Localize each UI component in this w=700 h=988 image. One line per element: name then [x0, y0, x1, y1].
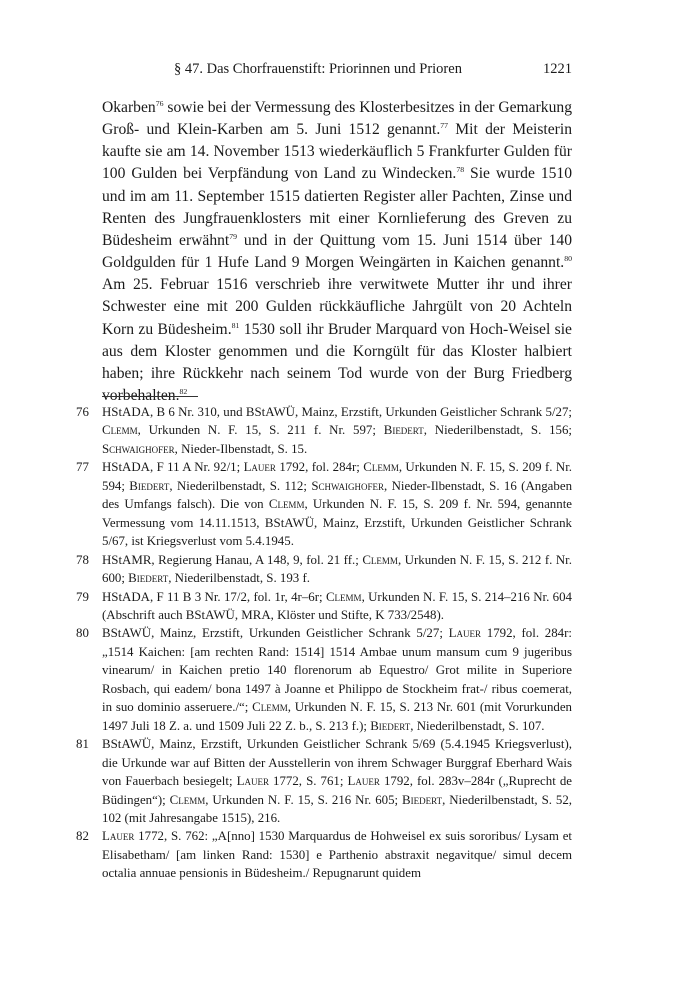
author-name: Clemm	[325, 589, 362, 604]
footnote-number: 81	[76, 737, 89, 752]
footnote-segment: , Urkunden N. F. 15, S. 213 Nr. 601 (mit Vorurkunden 1497 Juli 18 Z. a. und 1509 Juli 22 Z. b., S. 213 f.);	[102, 700, 573, 733]
author-name: Clemm	[363, 460, 399, 475]
footnote-separator	[102, 396, 198, 397]
footnote-text	[102, 458, 572, 550]
footnote-number: 82	[76, 829, 89, 844]
author-name: Schwaighofer	[311, 478, 385, 493]
footnote-ref: 77	[440, 120, 449, 130]
author-name: Clemm	[252, 700, 288, 715]
footnote-segment: , Urkunden N. F. 15, S. 212 f. Nr. 600;	[102, 552, 572, 586]
footnote-segment: 1792, fol. 283v–284r („Ruprecht de Büdingen“);	[102, 774, 572, 807]
footnote-segment: , Nieder-Ilbenstadt, S. 15.	[174, 441, 308, 456]
footnote-segment: 1772, S. 762: „A[nno] 1530 Marquardus de Hohweisel ex suis sororibus/ Lysam et Elisabetham/ [am linken Rand: 1530] e Parthenio abstraxit negavitque/ simul decem octalia annuae pensionis in Büdesheim./ Repugnarunt quidem	[102, 829, 572, 881]
body-segment: Sie wurde 1510 und im am 11. September 1515 datierten Register aller Pachten, Zinse und Renten des Jungfrauenklosters mit einer Kornlieferung des Greven zu Büdesheim erwähnt	[102, 165, 573, 249]
footnote-ref: 78	[456, 165, 465, 175]
footnote-segment: , Urkunden N. F. 15, S. 211 f. Nr. 597;	[137, 423, 384, 438]
footnotes	[76, 403, 572, 883]
footnote-segment: , Urkunden N. F. 15, S. 216 Nr. 605;	[205, 792, 403, 807]
author-name: Lauer	[102, 829, 135, 844]
footnote-text	[102, 403, 572, 458]
body-segment: und in der Quittung vom 15. Juni 1514 über 140 Goldgulden für 1 Hufe Land 9 Morgen Weingärten in Kaichen genannt.	[102, 231, 572, 272]
footnote-number: 76	[76, 405, 89, 419]
author-name: Clemm	[268, 497, 305, 512]
author-name: Biedert	[128, 571, 169, 586]
footnote-segment: , Niederilbenstadt, S. 52, 102 (mit Jahresangabe 1515), 216.	[102, 792, 572, 825]
footnote	[76, 735, 572, 827]
author-name: Lauer	[448, 626, 482, 641]
footnote-segment: HStADA, F 11 A Nr. 92/1;	[102, 460, 244, 475]
body-segment: 1530 soll ihr Bruder Marquard von Hoch-Weisel sie aus dem Kloster genommen und die Korngült für das Kloster halbiert haben; ihre Rückkehr nach seinem Tod wurde von der Burg Friedberg vorbehalten.	[102, 320, 572, 405]
footnote-segment: BStAWÜ, Mainz, Erzstift, Urkunden Geistlicher Schrank 5/27;	[102, 626, 449, 641]
footnote-segment: HStAMR, Regierung Hanau, A 148, 9, fol. 21 ff.;	[102, 552, 363, 567]
footnote-number: 79	[76, 589, 89, 604]
author-name: Clemm	[362, 552, 398, 567]
footnote	[76, 624, 572, 735]
footnote-segment: , Urkunden N. F. 15, S. 209 f. Nr. 594;	[102, 460, 572, 493]
footnote	[76, 403, 572, 458]
footnote-text	[102, 551, 572, 588]
author-name: Biedert	[370, 718, 411, 733]
footnote-segment: , Niederilbenstadt, S. 193 f.	[168, 571, 310, 586]
footnote	[76, 827, 572, 882]
author-name: Clemm	[102, 423, 138, 438]
body-segment: sowie bei der Vermessung des Klosterbesitzes in der Gemarkung Groß- und Klein-Karben am 5. Juni 1512 genannt.	[102, 99, 572, 139]
running-title: § 47. Das Chorfrauenstift: Priorinnen und Prioren	[174, 61, 462, 77]
running-header	[102, 61, 572, 81]
author-name: Lauer	[243, 460, 276, 475]
footnote-ref: 82	[179, 386, 188, 396]
author-name: Lauer	[347, 774, 380, 789]
footnote-segment: , Urkunden N. F. 15, S. 209 f. Nr. 594, genannte Vermessung vom 14.11.1513, BStAWÜ, Mainz, Erzstift, Urkunden Geistlicher Schrank 5/67, ist Kriegsverlust vom 5.4.1945.	[102, 497, 572, 549]
footnote-ref: 81	[231, 320, 240, 330]
footnote-number: 80	[76, 626, 89, 641]
page-number: 1221	[543, 61, 572, 77]
footnote-ref: 76	[155, 98, 164, 108]
footnote-segment: HStADA, F 11 B 3 Nr. 17/2, fol. 1r, 4r–6r;	[102, 589, 326, 604]
footnote-segment: , Nieder-Ilbenstadt, S. 16 (Angaben des Umfangs falsch). Die von	[102, 478, 573, 512]
footnote-text	[102, 735, 572, 827]
footnote-segment: , Niederilbenstadt, S. 156;	[423, 423, 572, 438]
footnote	[76, 551, 572, 588]
footnote-segment: 1792, fol. 284r: „1514 Kaichen: [am rechten Rand: 1514] 1514 Ambae unum mansum cum 9 jugeribus vinearum/ in Kaichen pretio 140 florenorum ab Equestro/ Grot milite in Superiore Rosbach, qui eadem/ bona 1497 à Joanne et Philippo de Stockheim frat-/ ribus coemerat, in suo dominio asseruere./“;	[102, 626, 572, 715]
footnote-number: 78	[76, 552, 89, 567]
footnote-segment: 1772, S. 761;	[268, 774, 348, 789]
author-name: Clemm	[169, 792, 206, 807]
footnote-segment: 1792, fol. 284r;	[275, 460, 364, 475]
footnote-text	[102, 624, 572, 735]
footnote-segment: , Niederilbenstadt, S. 107.	[410, 718, 545, 733]
body-segment: Okarben	[102, 99, 156, 116]
author-name: Biedert	[383, 423, 424, 438]
footnote-segment: HStADA, B 6 Nr. 310, und BStAWÜ, Mainz, Erzstift, Urkunden Geistlicher Schrank 5/27;	[102, 405, 572, 419]
author-name: Biedert	[402, 792, 443, 807]
footnote-ref: 79	[229, 231, 238, 241]
footnote	[76, 588, 572, 625]
footnote	[76, 458, 572, 550]
author-name: Lauer	[236, 774, 269, 789]
footnote-text	[102, 827, 572, 882]
main-text	[102, 97, 572, 407]
footnote-number: 77	[76, 460, 89, 475]
author-name: Biedert	[129, 478, 170, 493]
body-segment: Am 25. Februar 1516 verschrieb ihre verwitwete Mutter ihr und ihrer Schwester eine mit 200 Gulden rückkäufliche Jahrgült von 20 Achteln Korn zu Büdesheim.	[102, 276, 572, 338]
footnote-text	[102, 588, 572, 625]
footnote-segment: , Urkunden N. F. 15, S. 214–216 Nr. 604 (Abschrift auch BStAWÜ, MRA, Klöster und Stifte, K 733/2548).	[102, 589, 572, 622]
footnote-segment: , Niederilbenstadt, S. 112;	[169, 478, 312, 493]
author-name: Schwaighofer	[102, 441, 175, 456]
body-segment: Mit der Meisterin kaufte sie am 14. November 1513 wiederkäuflich 5 Frankfurter Gulden für 100 Gulden bei Verpfändung von Land zu Windecken.	[102, 121, 572, 183]
footnote-ref: 80	[564, 253, 572, 263]
body-paragraph	[102, 97, 572, 407]
footnote-segment: BStAWÜ, Mainz, Erzstift, Urkunden Geistlicher Schrank 5/69 (5.4.1945 Kriegsverlust), die Urkunde war auf Bitten der Ausstellerin von ihrem Schwager Burggraf Eberhard Wais von Fauerbach besiegelt;	[102, 737, 572, 789]
